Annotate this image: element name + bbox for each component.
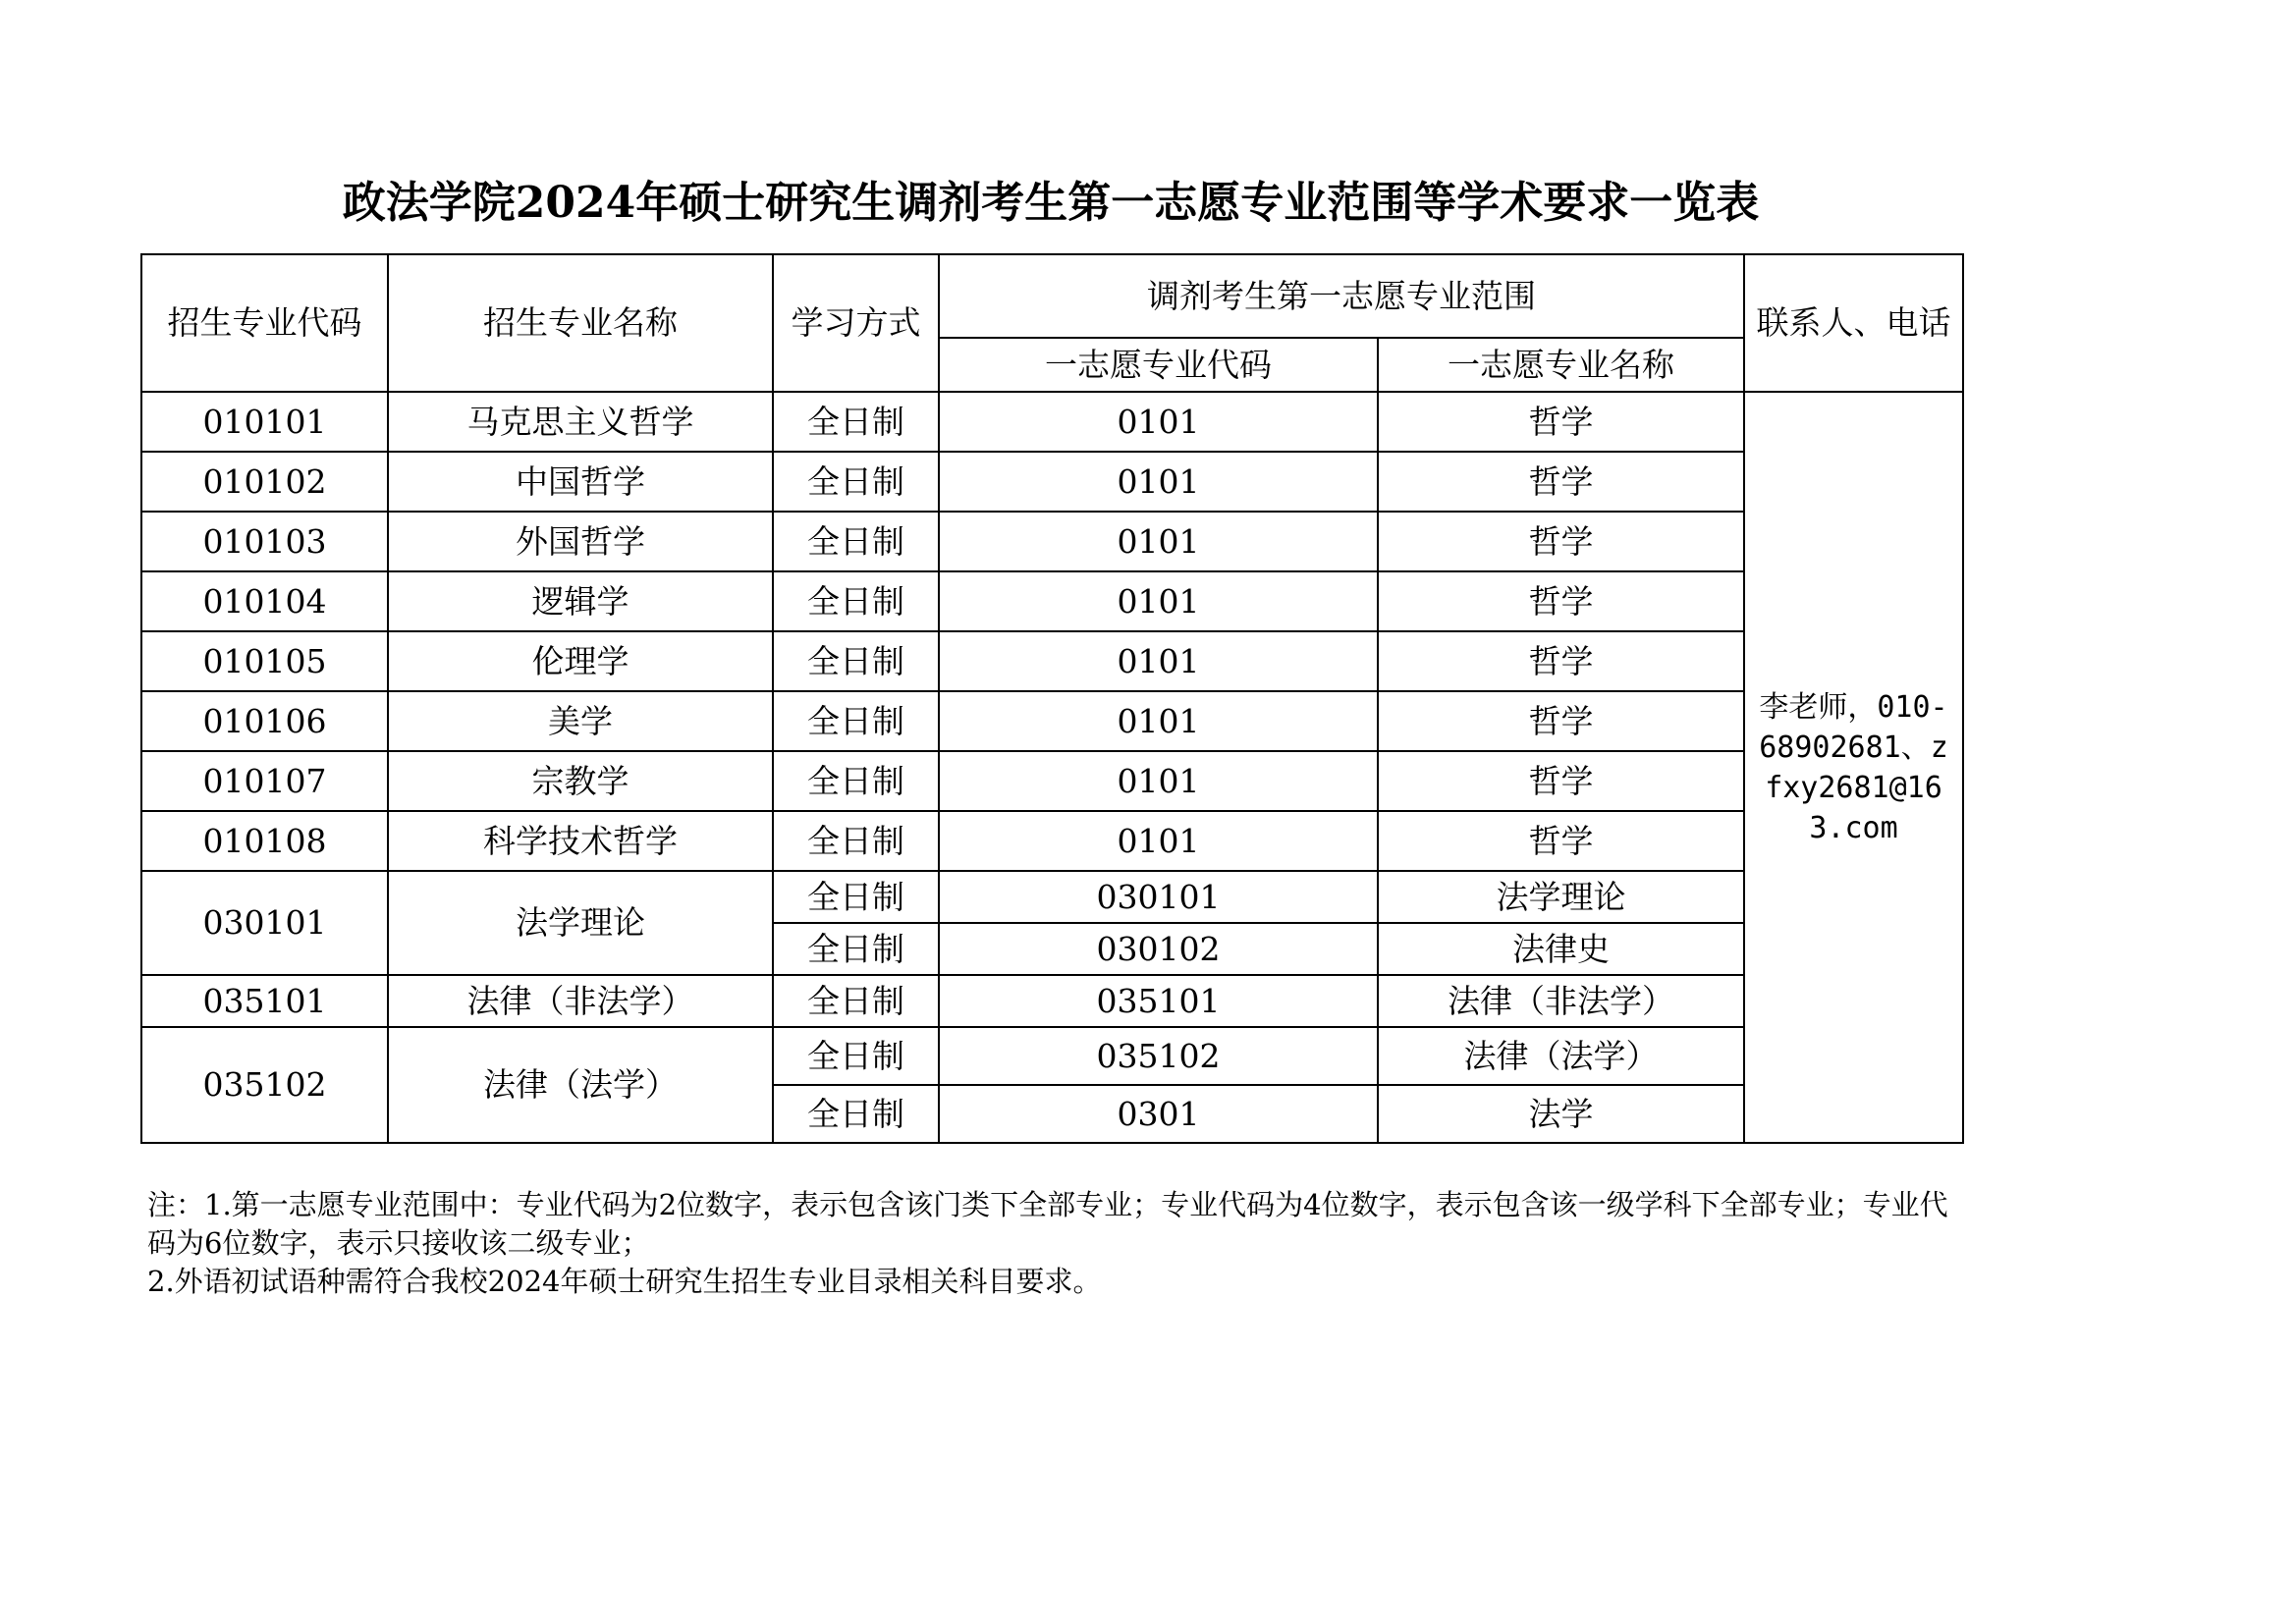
major-name: 宗教学 bbox=[388, 751, 773, 811]
major-code: 010107 bbox=[141, 751, 388, 811]
first-choice-code: 030102 bbox=[939, 923, 1378, 975]
header-row bbox=[141, 254, 1963, 338]
study-mode: 全日制 bbox=[773, 512, 939, 571]
first-choice-name: 哲学 bbox=[1378, 392, 1744, 452]
major-code: 010108 bbox=[141, 811, 388, 871]
first-choice-code: 0101 bbox=[939, 631, 1378, 691]
major-name: 马克思主义哲学 bbox=[388, 392, 773, 452]
table-row bbox=[141, 975, 1963, 1027]
table-row bbox=[141, 571, 1963, 631]
table-row bbox=[141, 631, 1963, 691]
first-choice-name: 哲学 bbox=[1378, 512, 1744, 571]
study-mode: 全日制 bbox=[773, 975, 939, 1027]
header-contact: 联系人、电话 bbox=[1744, 254, 1963, 392]
study-mode: 全日制 bbox=[773, 631, 939, 691]
table-row bbox=[141, 452, 1963, 512]
table-row bbox=[141, 1027, 1963, 1085]
study-mode: 全日制 bbox=[773, 392, 939, 452]
first-choice-name: 法律史 bbox=[1378, 923, 1744, 975]
first-choice-name: 哲学 bbox=[1378, 691, 1744, 751]
header-first-choice-range: 调剂考生第一志愿专业范围 bbox=[939, 254, 1744, 338]
header-major-code: 招生专业代码 bbox=[141, 254, 388, 392]
major-code: 035101 bbox=[141, 975, 388, 1027]
table-row bbox=[141, 512, 1963, 571]
table-row bbox=[141, 751, 1963, 811]
table-row bbox=[141, 691, 1963, 751]
first-choice-name: 哲学 bbox=[1378, 811, 1744, 871]
study-mode: 全日制 bbox=[773, 452, 939, 512]
first-choice-code: 0301 bbox=[939, 1085, 1378, 1143]
major-name: 美学 bbox=[388, 691, 773, 751]
major-name: 科学技术哲学 bbox=[388, 811, 773, 871]
header-major-name: 招生专业名称 bbox=[388, 254, 773, 392]
notes bbox=[147, 1186, 1964, 1301]
first-choice-code: 0101 bbox=[939, 691, 1378, 751]
first-choice-name: 哲学 bbox=[1378, 631, 1744, 691]
header-first-choice-code: 一志愿专业代码 bbox=[939, 338, 1378, 392]
study-mode: 全日制 bbox=[773, 1027, 939, 1085]
note-line-2: 2.外语初试语种需符合我校2024年硕士研究生招生专业目录相关科目要求。 bbox=[147, 1265, 1102, 1298]
first-choice-code: 0101 bbox=[939, 811, 1378, 871]
table-row bbox=[141, 811, 1963, 871]
first-choice-code: 035101 bbox=[939, 975, 1378, 1027]
major-code: 010104 bbox=[141, 571, 388, 631]
document-title: 政法学院2024年硕士研究生调剂考生第一志愿专业范围等学术要求一览表 bbox=[342, 178, 1760, 228]
major-name: 中国哲学 bbox=[388, 452, 773, 512]
first-choice-name: 法律（非法学） bbox=[1378, 975, 1744, 1027]
header-first-choice-name: 一志愿专业名称 bbox=[1378, 338, 1744, 392]
first-choice-code: 0101 bbox=[939, 512, 1378, 571]
first-choice-name: 法律（法学） bbox=[1378, 1027, 1744, 1085]
major-code: 010106 bbox=[141, 691, 388, 751]
first-choice-name: 哲学 bbox=[1378, 452, 1744, 512]
first-choice-code: 0101 bbox=[939, 751, 1378, 811]
study-mode: 全日制 bbox=[773, 751, 939, 811]
first-choice-code: 030101 bbox=[939, 871, 1378, 923]
study-mode: 全日制 bbox=[773, 811, 939, 871]
first-choice-name: 法学理论 bbox=[1378, 871, 1744, 923]
note-line-1: 注：1.第一志愿专业范围中：专业代码为2位数字，表示包含该门类下全部专业；专业代码为4位数字，表示包含该一级学科下全部专业；专业代码为6位数字，表示只接收该二级专业； bbox=[147, 1188, 1948, 1260]
major-name: 逻辑学 bbox=[388, 571, 773, 631]
major-code: 030101 bbox=[141, 871, 388, 975]
major-code: 010102 bbox=[141, 452, 388, 512]
major-name: 法律（法学） bbox=[388, 1027, 773, 1143]
major-name: 法学理论 bbox=[388, 871, 773, 975]
study-mode: 全日制 bbox=[773, 871, 939, 923]
study-mode: 全日制 bbox=[773, 923, 939, 975]
first-choice-name: 哲学 bbox=[1378, 751, 1744, 811]
first-choice-code: 0101 bbox=[939, 571, 1378, 631]
study-mode: 全日制 bbox=[773, 571, 939, 631]
major-name: 外国哲学 bbox=[388, 512, 773, 571]
first-choice-code: 0101 bbox=[939, 392, 1378, 452]
first-choice-name: 哲学 bbox=[1378, 571, 1744, 631]
major-name: 伦理学 bbox=[388, 631, 773, 691]
major-code: 035102 bbox=[141, 1027, 388, 1143]
study-mode: 全日制 bbox=[773, 1085, 939, 1143]
table-row bbox=[141, 871, 1963, 923]
first-choice-code: 035102 bbox=[939, 1027, 1378, 1085]
study-mode: 全日制 bbox=[773, 691, 939, 751]
first-choice-code: 0101 bbox=[939, 452, 1378, 512]
header-study-mode: 学习方式 bbox=[773, 254, 939, 392]
contact-info: 李老师，010-68902681、zfxy2681@163.com bbox=[1744, 392, 1963, 1143]
table-row bbox=[141, 392, 1963, 452]
adjustment-table bbox=[140, 253, 1964, 1144]
major-code: 010101 bbox=[141, 392, 388, 452]
first-choice-name: 法学 bbox=[1378, 1085, 1744, 1143]
major-name: 法律（非法学） bbox=[388, 975, 773, 1027]
major-code: 010103 bbox=[141, 512, 388, 571]
major-code: 010105 bbox=[141, 631, 388, 691]
